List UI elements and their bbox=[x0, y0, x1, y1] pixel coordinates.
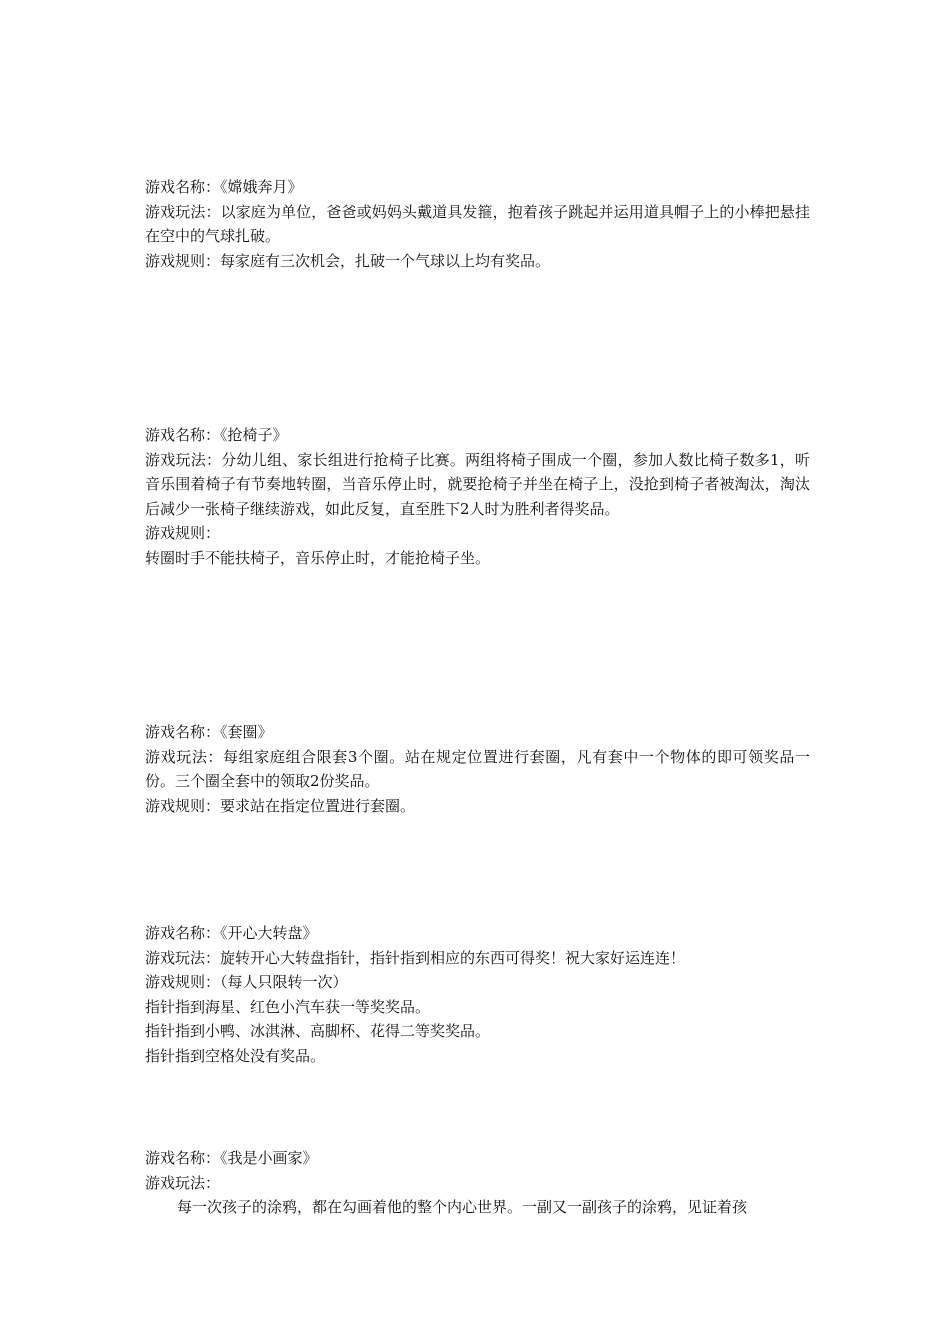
game-rule-text: 游戏规则：要求站在指定位置进行套圈。 bbox=[145, 796, 416, 815]
game-rule-text: 游戏规则：（每人只限转一次） bbox=[145, 973, 348, 991]
game-name-line: 游戏名称：《开心大转盘》 bbox=[145, 924, 318, 942]
game-name-line: 游戏名称：《嫦娥奔月》 bbox=[145, 178, 303, 196]
prize-line: 指针指到小鸭、冰淇淋、高脚杯、花得二等奖奖品。 bbox=[145, 1022, 491, 1040]
game-rule-text: 转圈时手不能扶椅子，音乐停止时，才能抢椅子坐。 bbox=[145, 548, 491, 567]
game-play-text: 游戏玩法：分幼儿组、家长组进行抢椅子比赛。两组将椅子围成一个圈，参加人数比椅子数多1，听音乐围着椅子有节奏地转圈，当音乐停止时，就要抢椅子并坐在椅子上，没抢到椅子者被淘汰，淘汰后减少一张椅子继续游戏，如此反复，直至胜下2人时为胜利者得奖品。 bbox=[145, 450, 810, 518]
game-body-text: 每一次孩子的涂鸦，都在勾画着他的整个内心世界。一副又一副孩子的涂鸦，见证着孩 bbox=[177, 1198, 748, 1216]
game-section-painter bbox=[145, 1146, 810, 1220]
game-section-ring-toss bbox=[145, 720, 810, 818]
game-section-wheel bbox=[145, 921, 810, 1068]
game-name-line: 游戏名称：《我是小画家》 bbox=[145, 1149, 318, 1167]
game-play-text: 游戏玩法：每组家庭组合限套3个圈。站在规定位置进行套圈，凡有套中一个物体的即可领奖品一份。三个圈全套中的领取2份奖品。 bbox=[145, 747, 810, 790]
game-play-text: 游戏玩法：以家庭为单位，爸爸或妈妈头戴道具发箍，抱着孩子跳起并运用道具帽子上的小棒把悬挂在空中的气球扎破。 bbox=[145, 202, 810, 245]
game-name-line: 游戏名称：《抢椅子》 bbox=[145, 426, 288, 444]
game-section-musical-chairs bbox=[145, 423, 810, 570]
game-rule-label: 游戏规则： bbox=[145, 524, 221, 542]
game-section-chang-e bbox=[145, 175, 810, 273]
game-rule-text: 游戏规则：每家庭有三次机会，扎破一个气球以上均有奖品。 bbox=[145, 251, 551, 270]
game-play-text: 游戏玩法：旋转开心大转盘指针，指针指到相应的东西可得奖！祝大家好运连连！ bbox=[145, 948, 686, 967]
game-name-line: 游戏名称：《套圈》 bbox=[145, 723, 273, 741]
prize-line: 指针指到空格处没有奖品。 bbox=[145, 1046, 326, 1065]
prize-line: 指针指到海星、红色小汽车获一等奖奖品。 bbox=[145, 997, 431, 1016]
game-play-label: 游戏玩法： bbox=[145, 1173, 221, 1192]
